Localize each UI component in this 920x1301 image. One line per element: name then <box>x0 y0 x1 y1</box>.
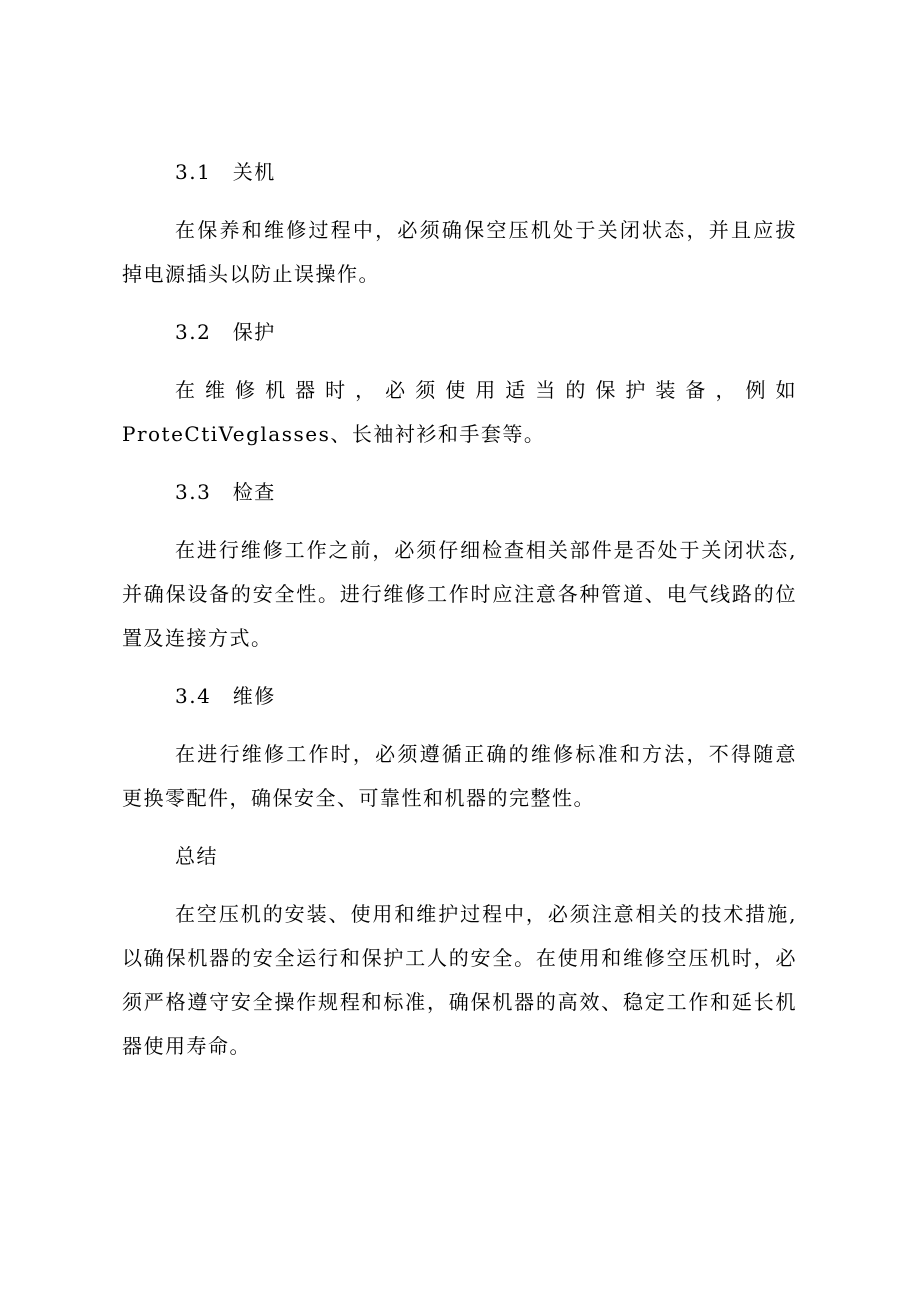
section-shutdown <box>122 150 797 296</box>
paragraph: 在保养和维修过程中，必须确保空压机处于关闭状态，并且应拔掉电源插头以防止误操作。 <box>122 218 797 286</box>
paragraph: 在进行维修工作之前，必须仔细检查相关部件是否处于关闭状态,并确保设备的安全性。进行维修工作时应注意各种管道、电气线路的位置及连接方式。 <box>122 538 797 650</box>
section-heading: 3.2 保护 <box>175 320 276 344</box>
section-protection <box>122 310 797 456</box>
section-summary <box>122 834 797 1068</box>
section-repair <box>122 674 797 820</box>
paragraph: 在空压机的安装、使用和维护过程中，必须注意相关的技术措施,以确保机器的安全运行和保护工人的安全。在使用和维修空压机时，必须严格遵守安全操作规程和标准，确保机器的高效、稳定工作和延长机器使用寿命。 <box>122 902 797 1058</box>
paragraph: 在维修机器时，必须使用适当的保护装备，例如 ProteCtiVeglasses、长袖衬衫和手套等。 <box>122 378 797 446</box>
section-heading: 总结 <box>175 844 218 868</box>
paragraph: 在进行维修工作时，必须遵循正确的维修标准和方法，不得随意更换零配件，确保安全、可靠性和机器的完整性。 <box>122 742 797 810</box>
section-heading: 3.1 关机 <box>175 160 276 184</box>
section-inspection <box>122 470 797 660</box>
section-heading: 3.4 维修 <box>175 684 276 708</box>
section-heading: 3.3 检查 <box>175 480 276 504</box>
